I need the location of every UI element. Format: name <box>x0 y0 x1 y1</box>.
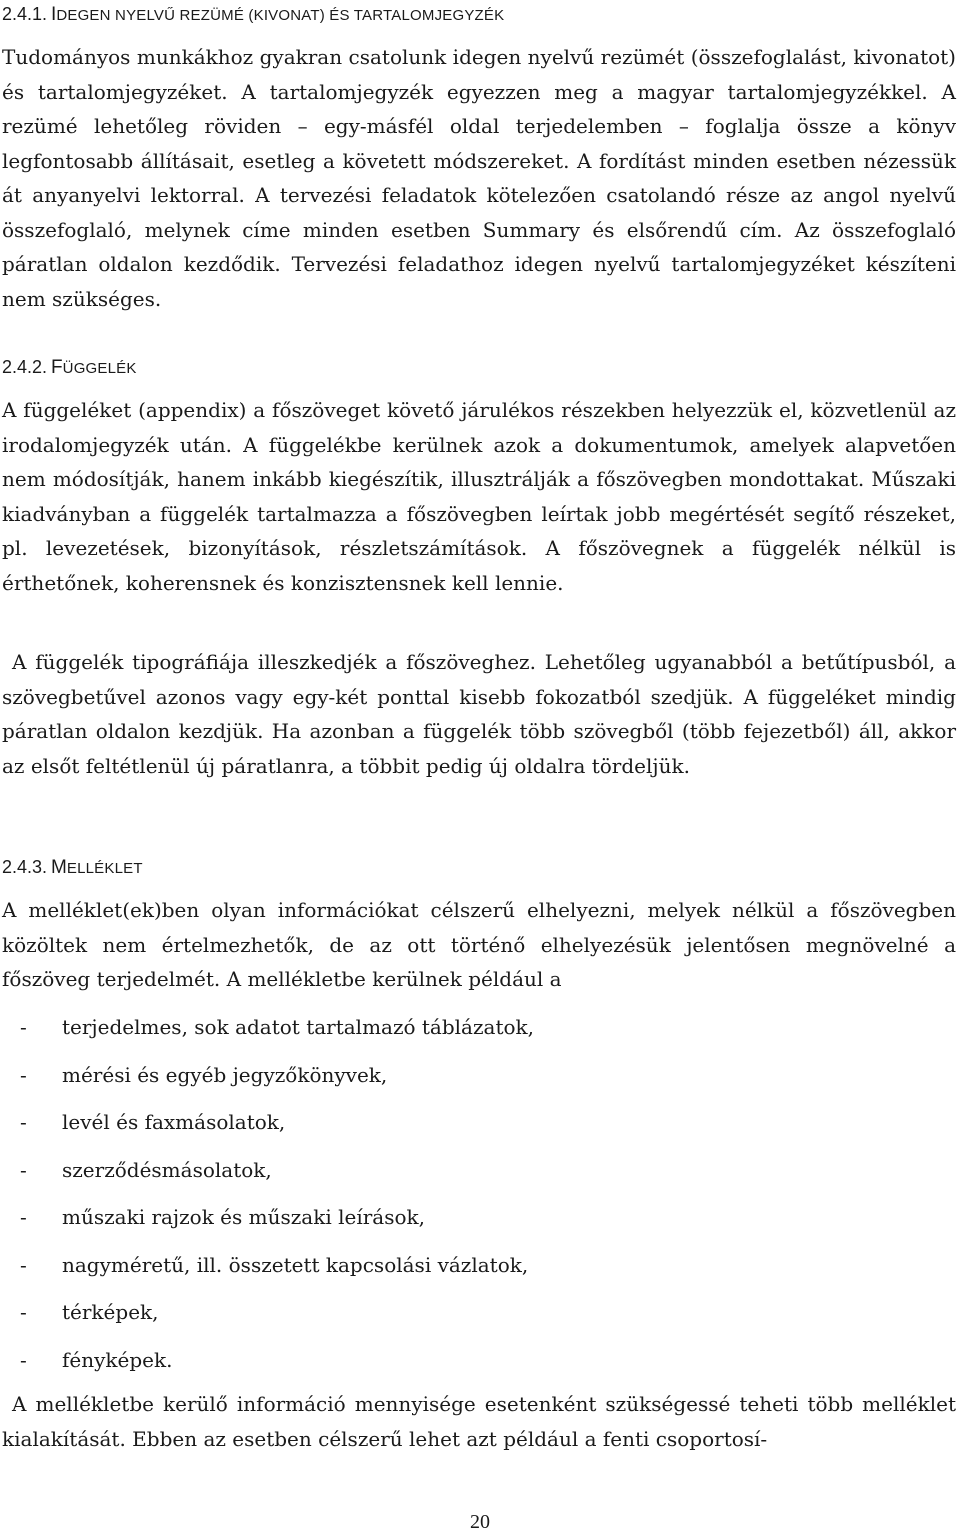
list-item-text: műszaki rajzok és műszaki leírások, <box>62 1205 425 1229</box>
section-title: DEGEN NYELVŰ REZÜMÉ (KIVONAT) ÉS TARTALOMJEGYZÉK <box>56 7 505 24</box>
list-item <box>0 1010 960 1058</box>
list-item <box>0 1200 960 1248</box>
list-item <box>0 1343 960 1391</box>
attachment-paragraph-1: A melléklet(ek)ben olyan információkat célszerű elhelyezni, melyek nélkül a főszövegben közöltek nem értelmezhetők, de az ott történő elhelyezésük jelentősen megnövelné a főszöveg terjedelmét. A mellékletbe kerülnek például a <box>2 898 956 991</box>
list-marker: - <box>20 1252 27 1277</box>
page-number: 20 <box>470 1511 490 1533</box>
section-heading-2-4-3 <box>2 855 143 881</box>
list-marker: - <box>20 1347 27 1372</box>
list-marker: - <box>20 1300 27 1324</box>
list-item <box>0 1058 960 1106</box>
section-number: 2.4.1. <box>2 4 48 24</box>
list-marker: - <box>20 1110 27 1134</box>
list-marker: - <box>20 1157 27 1182</box>
section-heading-2-4-2 <box>2 355 137 381</box>
list-item <box>0 1153 960 1201</box>
list-item-text: terjedelmes, sok adatot tartalmazó táblázatok, <box>62 1015 534 1039</box>
list-item <box>0 1248 960 1296</box>
section-number: 2.4.2. <box>2 357 48 377</box>
section-title-initial: I <box>51 4 57 25</box>
list-item <box>0 1295 960 1343</box>
section-title: ÜGGELÉK <box>62 360 137 377</box>
list-item-text: szerződésmásolatok, <box>62 1157 272 1182</box>
attachment-paragraph-2: A mellékletbe kerülő információ mennyisége esetenként szükségessé teheti több melléklet kialakítását. Ebben az esetben célszerű lehet azt például a fenti csoportosí- <box>2 1392 956 1451</box>
list-marker: - <box>20 1205 27 1229</box>
section-heading-2-4-1 <box>2 2 504 28</box>
appendix-paragraph-1: A függeléket (appendix) a főszöveget követő járulékos részekben helyezzük el, közvetlenül az irodalomjegyzék után. A függelékbe kerülnek azok a dokumentumok, amelyek alapvetően nem módosítják, hanem inkább kiegészítik, illusztrálják a főszövegben mondottakat. Műszaki kiadványban a függelék tartalmazza a főszövegben leírtak jobb megértését segítő részeket, pl. levezetések, bizonyítások, részletszámítások. A főszövegnek a függelék nélkül is érthetőnek, koherensnek és konzisztensnek kell lennie. <box>2 398 956 595</box>
list-item-text: nagyméretű, ill. összetett kapcsolási vázlatok, <box>62 1252 529 1277</box>
list-item-text: mérési és egyéb jegyzőkönyvek, <box>62 1062 388 1087</box>
list-marker: - <box>20 1015 27 1039</box>
list-item-text: fényképek. <box>62 1347 173 1372</box>
attachment-list <box>0 1010 960 1390</box>
section-title-initial: F <box>51 357 63 378</box>
appendix-paragraph-2: A függelék tipográfiája illeszkedjék a főszöveghez. Lehetőleg ugyanabból a betűtípusból, a szövegbetűvel azonos vagy egy-két ponttal kisebb fokozatból szedjük. A függeléket mindig páratlan oldalon kezdjük. Ha azonban a függelék több szövegből (több fejezetből) áll, akkor az elsőt feltétlenül új páratlanra, a többit pedig új oldalra tördeljük. <box>2 650 956 778</box>
section-title: ELLÉKLET <box>66 860 143 877</box>
list-marker: - <box>20 1062 27 1087</box>
section-number: 2.4.3. <box>2 857 48 877</box>
section-title-initial: M <box>51 857 67 878</box>
summary-paragraph: Tudományos munkákhoz gyakran csatolunk idegen nyelvű rezümét (összefoglalást, kivonatot) és tartalomjegyzéket. A tartalomjegyzék egyezzen meg a magyar tartalomjegyzékkel. A rezümé lehetőleg röviden – egy-másfél oldal terjedelemben – foglalja össze a könyv legfontosabb állításait, esetleg a követett módszereket. A fordítást minden esetben nézessük át anyanyelvi lektorral. A tervezési feladatok kötelezően csatolandó része az angol nyelvű összefoglaló, melynek címe minden esetben Summary és elsőrendű cím. Az összefoglaló páratlan oldalon kezdődik. Tervezési feladathoz idegen nyelvű tartalomjegyzéket készíteni nem szükséges. <box>2 45 956 311</box>
list-item-text: levél és faxmásolatok, <box>62 1110 286 1134</box>
list-item <box>0 1105 960 1153</box>
list-item-text: térképek, <box>62 1300 159 1324</box>
